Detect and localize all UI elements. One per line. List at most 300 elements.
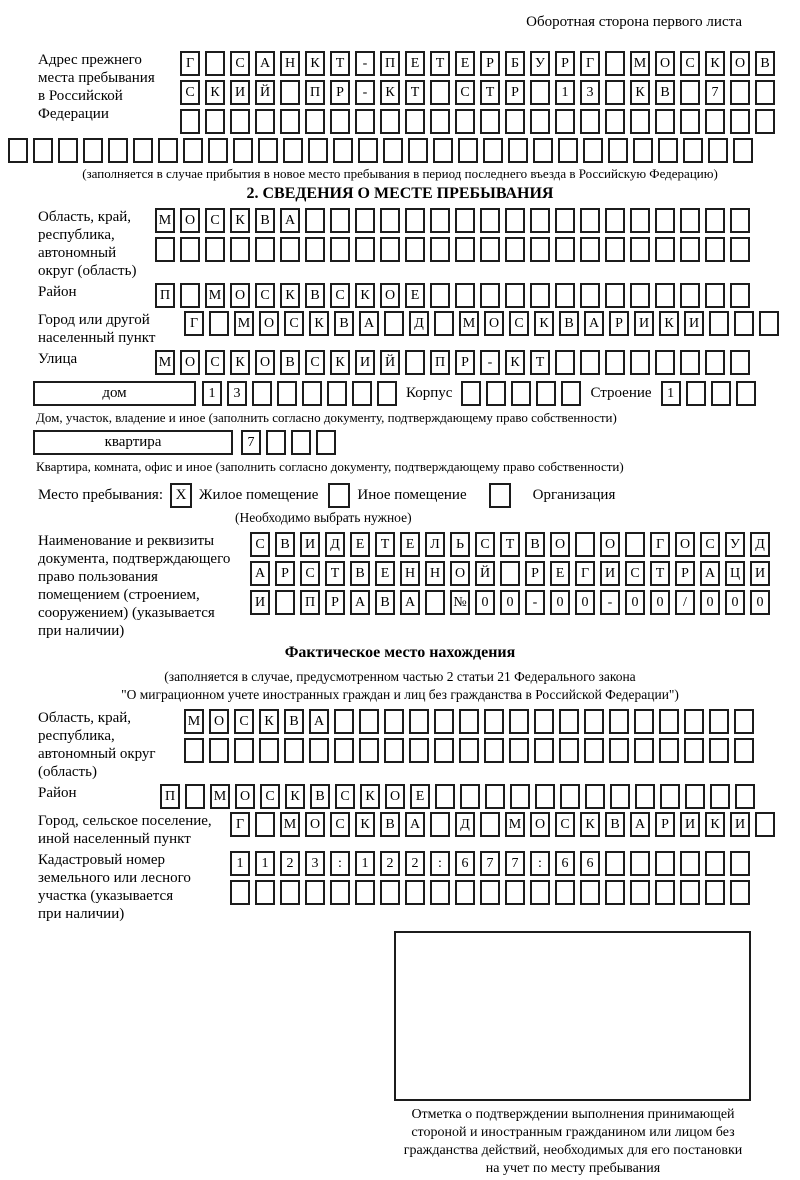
char-box[interactable] [634, 709, 654, 734]
char-box[interactable] [33, 138, 53, 163]
char-box[interactable] [430, 880, 450, 905]
char-box[interactable]: М [630, 51, 650, 76]
char-box[interactable] [455, 283, 475, 308]
char-box[interactable]: В [284, 709, 304, 734]
char-box[interactable] [684, 709, 704, 734]
char-box[interactable] [755, 812, 775, 837]
char-box[interactable] [330, 237, 350, 262]
char-box[interactable]: И [230, 80, 250, 105]
char-box[interactable] [380, 208, 400, 233]
char-box[interactable]: К [705, 51, 725, 76]
char-box[interactable] [655, 880, 675, 905]
char-box[interactable] [266, 430, 286, 455]
char-box[interactable]: О [450, 561, 470, 586]
char-box[interactable]: К [309, 311, 329, 336]
char-box[interactable] [459, 738, 479, 763]
char-box[interactable]: О [675, 532, 695, 557]
char-box[interactable] [735, 784, 755, 809]
char-box[interactable] [708, 138, 728, 163]
char-box[interactable]: А [309, 709, 329, 734]
char-box[interactable]: К [205, 80, 225, 105]
char-box[interactable]: В [305, 283, 325, 308]
char-box[interactable] [330, 109, 350, 134]
char-box[interactable]: М [234, 311, 254, 336]
char-box[interactable]: Г [650, 532, 670, 557]
char-box[interactable]: О [259, 311, 279, 336]
char-box[interactable] [280, 109, 300, 134]
char-box[interactable]: Д [455, 812, 475, 837]
char-box[interactable] [505, 237, 525, 262]
char-box[interactable]: И [300, 532, 320, 557]
char-box[interactable] [233, 138, 253, 163]
char-box[interactable] [483, 138, 503, 163]
char-box[interactable]: К [230, 350, 250, 375]
char-box[interactable] [180, 237, 200, 262]
char-box[interactable] [255, 812, 275, 837]
char-box[interactable]: / [675, 590, 695, 615]
char-box[interactable] [630, 109, 650, 134]
char-box[interactable] [730, 851, 750, 876]
char-box[interactable]: Т [330, 51, 350, 76]
char-box[interactable]: № [450, 590, 470, 615]
char-box[interactable]: Р [655, 812, 675, 837]
char-box[interactable] [480, 109, 500, 134]
char-box[interactable] [730, 109, 750, 134]
char-box[interactable] [291, 430, 311, 455]
char-box[interactable] [534, 738, 554, 763]
char-box[interactable]: Р [525, 561, 545, 586]
char-box[interactable]: О [385, 784, 405, 809]
char-box[interactable]: К [285, 784, 305, 809]
char-box[interactable]: А [250, 561, 270, 586]
char-box[interactable]: : [330, 851, 350, 876]
char-box[interactable] [209, 311, 229, 336]
char-box[interactable] [530, 109, 550, 134]
char-box[interactable]: А [255, 51, 275, 76]
char-box[interactable]: В [559, 311, 579, 336]
char-box[interactable] [605, 109, 625, 134]
char-box[interactable] [605, 237, 625, 262]
char-box[interactable]: 1 [355, 851, 375, 876]
char-box[interactable]: Р [555, 51, 575, 76]
char-box[interactable] [330, 880, 350, 905]
char-box[interactable]: В [310, 784, 330, 809]
char-box[interactable] [555, 283, 575, 308]
char-box[interactable]: Т [480, 80, 500, 105]
char-box[interactable]: 0 [700, 590, 720, 615]
char-box[interactable] [180, 283, 200, 308]
char-box[interactable] [359, 709, 379, 734]
char-box[interactable] [258, 138, 278, 163]
char-box[interactable]: П [380, 51, 400, 76]
char-box[interactable] [455, 880, 475, 905]
char-box[interactable] [434, 738, 454, 763]
char-box[interactable] [133, 138, 153, 163]
char-box[interactable] [208, 138, 228, 163]
char-box[interactable]: К [630, 80, 650, 105]
char-box[interactable] [609, 709, 629, 734]
char-box[interactable] [183, 138, 203, 163]
char-box[interactable]: Е [410, 784, 430, 809]
char-box[interactable] [234, 738, 254, 763]
char-box[interactable] [730, 880, 750, 905]
char-box[interactable]: С [284, 311, 304, 336]
char-box[interactable] [535, 784, 555, 809]
char-box[interactable]: Б [505, 51, 525, 76]
char-box[interactable] [560, 784, 580, 809]
char-box[interactable] [380, 237, 400, 262]
char-box[interactable]: К [580, 812, 600, 837]
char-box[interactable] [683, 138, 703, 163]
char-box[interactable] [684, 738, 704, 763]
char-box[interactable]: : [430, 851, 450, 876]
char-box[interactable]: С [680, 51, 700, 76]
char-box[interactable] [480, 283, 500, 308]
char-box[interactable]: Е [550, 561, 570, 586]
char-box[interactable]: У [530, 51, 550, 76]
char-box[interactable] [259, 738, 279, 763]
char-box[interactable] [305, 208, 325, 233]
char-box[interactable] [252, 381, 272, 406]
char-box[interactable]: Р [505, 80, 525, 105]
char-box[interactable] [480, 237, 500, 262]
char-box[interactable]: П [160, 784, 180, 809]
char-box[interactable] [655, 237, 675, 262]
char-box[interactable] [634, 738, 654, 763]
char-box[interactable]: И [750, 561, 770, 586]
char-box[interactable] [608, 138, 628, 163]
char-box[interactable]: 1 [202, 381, 222, 406]
char-box[interactable]: О [180, 350, 200, 375]
char-box[interactable]: Д [325, 532, 345, 557]
char-box[interactable]: А [700, 561, 720, 586]
char-box[interactable]: У [725, 532, 745, 557]
char-box[interactable] [384, 738, 404, 763]
char-box[interactable] [280, 237, 300, 262]
char-box[interactable]: К [305, 51, 325, 76]
char-box[interactable]: В [655, 80, 675, 105]
char-box[interactable]: О [655, 51, 675, 76]
char-box[interactable] [230, 237, 250, 262]
char-box[interactable]: М [184, 709, 204, 734]
char-box[interactable] [655, 208, 675, 233]
char-box[interactable] [625, 532, 645, 557]
char-box[interactable] [155, 237, 175, 262]
char-box[interactable] [533, 138, 553, 163]
char-box[interactable]: 3 [305, 851, 325, 876]
char-box[interactable]: К [355, 283, 375, 308]
char-box[interactable] [705, 109, 725, 134]
char-box[interactable] [686, 381, 706, 406]
char-box[interactable] [710, 784, 730, 809]
char-box[interactable]: Г [580, 51, 600, 76]
char-box[interactable]: К [505, 350, 525, 375]
char-box[interactable] [355, 208, 375, 233]
char-box[interactable] [275, 590, 295, 615]
char-box[interactable]: О [600, 532, 620, 557]
char-box[interactable] [736, 381, 756, 406]
char-box[interactable] [705, 880, 725, 905]
char-box[interactable]: С [230, 51, 250, 76]
char-box[interactable]: Т [405, 80, 425, 105]
char-box[interactable]: Г [184, 311, 204, 336]
char-box[interactable]: - [525, 590, 545, 615]
char-box[interactable]: П [155, 283, 175, 308]
char-box[interactable] [730, 350, 750, 375]
char-box[interactable] [580, 208, 600, 233]
char-box[interactable] [630, 851, 650, 876]
char-box[interactable] [559, 709, 579, 734]
char-box[interactable]: М [155, 208, 175, 233]
char-box[interactable]: Р [609, 311, 629, 336]
char-box[interactable] [580, 283, 600, 308]
char-box[interactable] [630, 237, 650, 262]
char-box[interactable]: А [400, 590, 420, 615]
char-box[interactable]: Е [375, 561, 395, 586]
char-box[interactable]: И [634, 311, 654, 336]
char-box[interactable] [280, 880, 300, 905]
char-box[interactable] [380, 109, 400, 134]
char-box[interactable]: К [259, 709, 279, 734]
char-box[interactable]: Й [475, 561, 495, 586]
char-box[interactable]: С [255, 283, 275, 308]
char-box[interactable]: 0 [625, 590, 645, 615]
char-box[interactable]: А [584, 311, 604, 336]
char-box[interactable] [630, 350, 650, 375]
char-box[interactable]: К [380, 80, 400, 105]
char-box[interactable] [480, 208, 500, 233]
char-box[interactable]: Г [575, 561, 595, 586]
char-box[interactable] [759, 311, 779, 336]
char-box[interactable]: 0 [650, 590, 670, 615]
char-box[interactable]: 7 [241, 430, 261, 455]
char-box[interactable] [255, 880, 275, 905]
char-box[interactable]: О [484, 311, 504, 336]
char-box[interactable] [480, 812, 500, 837]
char-box[interactable]: Т [500, 532, 520, 557]
char-box[interactable] [705, 350, 725, 375]
char-box[interactable] [655, 283, 675, 308]
char-box[interactable]: Р [675, 561, 695, 586]
char-box[interactable]: М [280, 812, 300, 837]
char-box[interactable] [430, 812, 450, 837]
char-box[interactable] [680, 350, 700, 375]
char-box[interactable] [455, 109, 475, 134]
char-box[interactable]: А [280, 208, 300, 233]
char-box[interactable]: Т [650, 561, 670, 586]
char-box[interactable] [733, 138, 753, 163]
char-box[interactable]: С [234, 709, 254, 734]
char-box[interactable] [430, 109, 450, 134]
char-box[interactable] [734, 738, 754, 763]
char-box[interactable]: Р [455, 350, 475, 375]
char-box[interactable]: С [700, 532, 720, 557]
char-box[interactable] [433, 138, 453, 163]
char-box[interactable] [185, 784, 205, 809]
char-box[interactable]: С [250, 532, 270, 557]
char-box[interactable] [584, 738, 604, 763]
char-box[interactable]: С [205, 208, 225, 233]
char-box[interactable]: Е [400, 532, 420, 557]
char-box[interactable]: С [260, 784, 280, 809]
char-box[interactable] [561, 381, 581, 406]
char-box[interactable]: 1 [255, 851, 275, 876]
char-box[interactable]: С [305, 350, 325, 375]
char-box[interactable] [655, 851, 675, 876]
char-box[interactable] [305, 880, 325, 905]
char-box[interactable] [430, 237, 450, 262]
char-box[interactable]: Н [280, 51, 300, 76]
char-box[interactable]: О [530, 812, 550, 837]
apartment-type-box[interactable]: квартира [33, 430, 233, 455]
char-box[interactable] [605, 880, 625, 905]
char-box[interactable] [459, 709, 479, 734]
char-box[interactable] [680, 109, 700, 134]
char-box[interactable]: О [380, 283, 400, 308]
char-box[interactable] [583, 138, 603, 163]
char-box[interactable]: О [209, 709, 229, 734]
char-box[interactable]: - [480, 350, 500, 375]
char-box[interactable] [405, 237, 425, 262]
char-box[interactable]: Е [455, 51, 475, 76]
char-box[interactable] [405, 880, 425, 905]
char-box[interactable]: Р [330, 80, 350, 105]
char-box[interactable]: М [505, 812, 525, 837]
char-box[interactable] [505, 880, 525, 905]
char-box[interactable]: Е [405, 283, 425, 308]
char-box[interactable]: В [605, 812, 625, 837]
char-box[interactable]: А [630, 812, 650, 837]
other-premises-checkbox[interactable] [328, 483, 350, 508]
char-box[interactable] [655, 350, 675, 375]
char-box[interactable]: 7 [705, 80, 725, 105]
char-box[interactable]: М [155, 350, 175, 375]
char-box[interactable] [358, 138, 378, 163]
char-box[interactable] [730, 237, 750, 262]
char-box[interactable] [705, 237, 725, 262]
char-box[interactable] [734, 709, 754, 734]
char-box[interactable] [555, 880, 575, 905]
char-box[interactable] [334, 709, 354, 734]
char-box[interactable] [685, 784, 705, 809]
char-box[interactable] [158, 138, 178, 163]
char-box[interactable]: В [375, 590, 395, 615]
char-box[interactable]: Т [375, 532, 395, 557]
char-box[interactable] [530, 237, 550, 262]
char-box[interactable]: М [459, 311, 479, 336]
char-box[interactable]: 6 [555, 851, 575, 876]
char-box[interactable] [605, 350, 625, 375]
char-box[interactable] [530, 283, 550, 308]
char-box[interactable] [355, 237, 375, 262]
char-box[interactable] [308, 138, 328, 163]
char-box[interactable] [705, 208, 725, 233]
char-box[interactable]: Т [530, 350, 550, 375]
char-box[interactable] [384, 709, 404, 734]
char-box[interactable] [709, 311, 729, 336]
char-box[interactable] [659, 709, 679, 734]
char-box[interactable]: Й [255, 80, 275, 105]
char-box[interactable] [480, 880, 500, 905]
char-box[interactable]: Ь [450, 532, 470, 557]
char-box[interactable] [333, 138, 353, 163]
char-box[interactable] [730, 80, 750, 105]
char-box[interactable] [458, 138, 478, 163]
char-box[interactable]: В [334, 311, 354, 336]
char-box[interactable]: В [280, 350, 300, 375]
char-box[interactable]: 0 [725, 590, 745, 615]
char-box[interactable]: В [755, 51, 775, 76]
char-box[interactable] [559, 738, 579, 763]
char-box[interactable]: 6 [455, 851, 475, 876]
char-box[interactable] [680, 851, 700, 876]
char-box[interactable] [58, 138, 78, 163]
char-box[interactable]: К [355, 812, 375, 837]
char-box[interactable] [633, 138, 653, 163]
char-box[interactable] [380, 880, 400, 905]
char-box[interactable]: Р [325, 590, 345, 615]
char-box[interactable]: К [280, 283, 300, 308]
char-box[interactable]: С [205, 350, 225, 375]
char-box[interactable] [205, 237, 225, 262]
char-box[interactable] [500, 561, 520, 586]
char-box[interactable] [355, 109, 375, 134]
char-box[interactable] [680, 283, 700, 308]
char-box[interactable]: 2 [405, 851, 425, 876]
char-box[interactable]: С [625, 561, 645, 586]
char-box[interactable] [359, 738, 379, 763]
char-box[interactable] [409, 738, 429, 763]
residential-checkbox[interactable]: X [170, 483, 192, 508]
char-box[interactable]: Й [380, 350, 400, 375]
char-box[interactable] [455, 208, 475, 233]
char-box[interactable]: И [600, 561, 620, 586]
char-box[interactable] [530, 80, 550, 105]
char-box[interactable]: О [305, 812, 325, 837]
char-box[interactable]: В [275, 532, 295, 557]
char-box[interactable] [534, 709, 554, 734]
char-box[interactable]: Д [409, 311, 429, 336]
char-box[interactable] [486, 381, 506, 406]
char-box[interactable] [280, 80, 300, 105]
char-box[interactable] [455, 237, 475, 262]
char-box[interactable] [605, 283, 625, 308]
char-box[interactable]: Т [430, 51, 450, 76]
char-box[interactable] [230, 109, 250, 134]
char-box[interactable]: 0 [500, 590, 520, 615]
char-box[interactable] [755, 109, 775, 134]
char-box[interactable]: Р [480, 51, 500, 76]
char-box[interactable] [711, 381, 731, 406]
char-box[interactable]: Н [425, 561, 445, 586]
char-box[interactable] [555, 208, 575, 233]
char-box[interactable]: Д [750, 532, 770, 557]
char-box[interactable]: В [525, 532, 545, 557]
char-box[interactable] [680, 80, 700, 105]
char-box[interactable]: П [430, 350, 450, 375]
char-box[interactable]: 1 [661, 381, 681, 406]
char-box[interactable] [409, 709, 429, 734]
char-box[interactable] [584, 709, 604, 734]
char-box[interactable]: 0 [475, 590, 495, 615]
char-box[interactable]: В [255, 208, 275, 233]
char-box[interactable] [255, 237, 275, 262]
char-box[interactable]: Л [425, 532, 445, 557]
char-box[interactable] [585, 784, 605, 809]
char-box[interactable]: О [255, 350, 275, 375]
char-box[interactable] [580, 109, 600, 134]
char-box[interactable]: К [360, 784, 380, 809]
